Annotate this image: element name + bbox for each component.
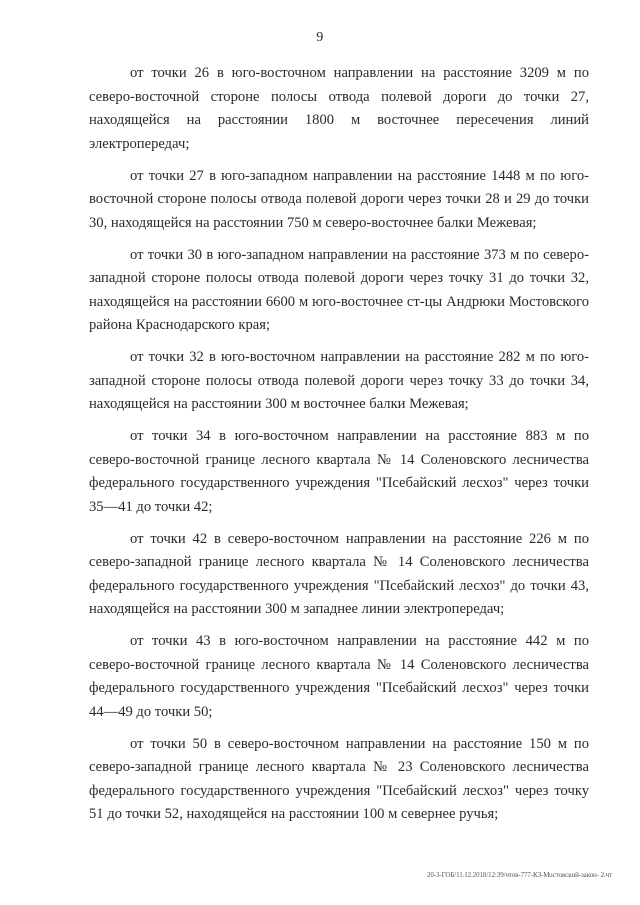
- boundary-paragraph-4: от точки 32 в юго-восточном направлении на расстояние 282 м по юго-западной стороне полосы отвода полевой дороги через точку 33 до точки 34, находящейся на расстоянии 300 м восточнее балки Межевая;: [89, 349, 589, 412]
- page-number: 9: [316, 30, 324, 45]
- boundary-paragraph-3: от точки 30 в юго-западном направлении на расстояние 373 м по северо-западной стороне полосы отвода полевой дороги через точку 31 до точки 32, находящейся на расстоянии 6600 м юго-восточнее ст-цы Андрюки Мостовского района Краснодарского края;: [89, 246, 589, 333]
- document-body: [89, 62, 589, 835]
- boundary-paragraph-5: от точки 34 в юго-восточном направлении на расстояние 883 м по северо-восточной границе лесного квартала № 14 Соленовского лесничества федерального государственного учреждения "Псебайский лесхоз" через точки 35—41 до точки 42;: [89, 428, 589, 515]
- footer-file-note: 20-3-ГОБ/11.12.2018/12:39/чтов-777-КЗ-Мостовский-закон- 2.чт: [426, 871, 612, 879]
- boundary-paragraph-2: от точки 27 в юго-западном направлении на расстояние 1448 м по юго-восточной стороне полосы отвода полевой дороги через точки 28 и 29 до точки 30, находящейся на расстоянии 750 м северо-восточнее балки Межевая;: [89, 167, 589, 231]
- boundary-paragraph-8: от точки 50 в северо-восточном направлении на расстояние 150 м по северо-западной границе лесного квартала № 23 Соленовского лесничества федерального государственного учреждения "Псебайский лесхоз" через точку 51 до точки 52, находящейся на расстоянии 100 м севернее ручья;: [89, 735, 589, 822]
- boundary-paragraph-1: от точки 26 в юго-восточном направлении на расстояние 3209 м по северо-восточной стороне полосы отвода полевой дороги до точки 27, находящейся на расстоянии 1800 м восточнее пересечения линий электропередач;: [89, 65, 589, 152]
- boundary-paragraph-6: от точки 42 в северо-восточном направлении на расстояние 226 м по северо-западной границе лесного квартала № 14 Соленовского лесничества федерального государственного учреждения "Псебайский лесхоз" до точки 43, находящейся на расстоянии 300 м западнее линии электропередач;: [89, 530, 589, 617]
- boundary-paragraph-7: от точки 43 в юго-восточном направлении на расстояние 442 м по северо-восточной границе лесного квартала № 14 Соленовского лесничества федерального государственного учреждения "Псебайский лесхоз" через точки 44—49 до точки 50;: [89, 633, 589, 720]
